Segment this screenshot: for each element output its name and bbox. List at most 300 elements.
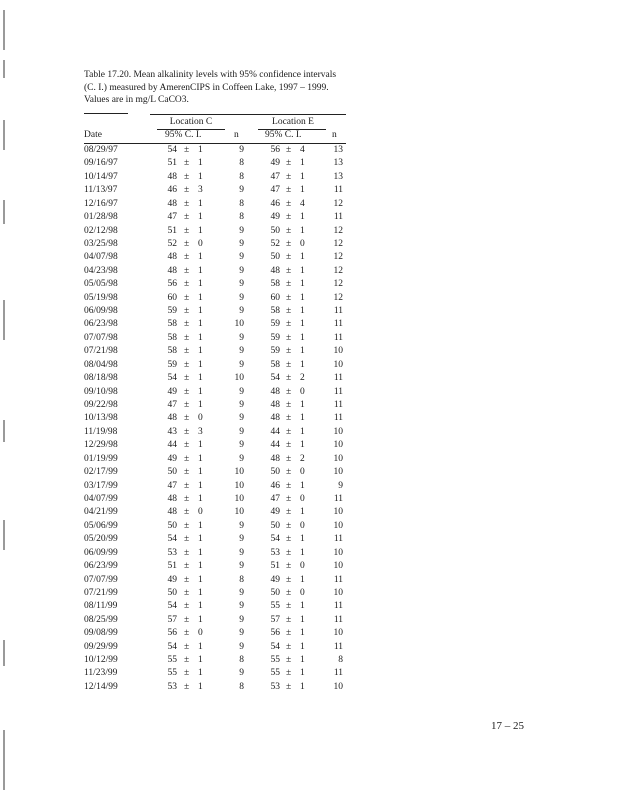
location-c-mean-cell: 43 [167, 426, 177, 437]
location-c-mean-cell: 49 [167, 453, 177, 464]
location-e-mean-cell: 48 [270, 265, 280, 276]
location-c-mean-cell: 56 [167, 279, 177, 290]
location-e-plusminus: ± [286, 145, 292, 155]
location-e-n-cell: 12 [333, 252, 343, 263]
location-c-ci-cell: 1 [198, 668, 203, 679]
date-cell: 04/21/99 [84, 507, 118, 518]
location-e-plusminus: ± [286, 655, 292, 666]
location-e-mean-cell: 44 [270, 426, 280, 437]
location-c-n-cell: 8 [239, 574, 244, 585]
location-c-ci-cell: 1 [198, 440, 203, 451]
location-c-plusminus: ± [184, 655, 190, 666]
location-c-ci-cell: 3 [198, 185, 203, 196]
date-cell: 05/05/98 [84, 279, 118, 290]
date-cell: 08/11/99 [84, 601, 118, 612]
location-e-mean-cell: 59 [270, 346, 280, 357]
location-c-plusminus: ± [184, 252, 190, 263]
location-c-plusminus: ± [184, 373, 190, 384]
location-c-plusminus: ± [184, 668, 190, 679]
table-row [0, 265, 618, 278]
location-e-ci-cell: 0 [300, 561, 305, 572]
location-c-mean-cell: 58 [167, 346, 177, 357]
table-row [0, 359, 618, 372]
location-e-n-cell: 13 [333, 145, 343, 155]
location-c-n-cell: 10 [234, 480, 244, 491]
location-c-n-cell: 9 [239, 306, 244, 317]
location-e-n-cell: 12 [333, 225, 343, 236]
location-e-ci-cell: 0 [300, 520, 305, 531]
location-e-ci-cell: 1 [300, 507, 305, 518]
location-e-ci-cell: 1 [300, 614, 305, 625]
location-e-plusminus: ± [286, 238, 292, 249]
location-e-mean-cell: 60 [270, 292, 280, 303]
location-c-ci-cell: 1 [198, 386, 203, 397]
location-c-mean-cell: 60 [167, 292, 177, 303]
location-c-ci-cell: 3 [198, 426, 203, 437]
location-c-plusminus: ± [184, 400, 190, 411]
location-e-n-cell: 11 [333, 601, 343, 612]
location-e-mean-cell: 50 [270, 467, 280, 478]
table-row [0, 614, 618, 627]
location-c-ci-cell: 1 [198, 520, 203, 531]
location-e-plusminus: ± [286, 614, 292, 625]
location-e-ci-cell: 1 [300, 413, 305, 424]
location-e-mean-cell: 48 [270, 386, 280, 397]
date-cell: 12/16/97 [84, 198, 118, 209]
table-row [0, 372, 618, 385]
location-c-n-cell: 10 [234, 319, 244, 330]
location-c-mean-cell: 52 [167, 238, 177, 249]
table-top-rule [150, 114, 346, 115]
location-e-n-cell: 9 [338, 480, 343, 491]
location-c-ci-cell: 1 [198, 373, 203, 384]
location-e-mean-cell: 55 [270, 655, 280, 666]
date-cell: 08/04/98 [84, 359, 118, 370]
location-e-mean-cell: 49 [270, 507, 280, 518]
table-row [0, 547, 618, 560]
location-e-mean-cell: 50 [270, 252, 280, 263]
location-c-mean-cell: 50 [167, 467, 177, 478]
location-e-ci-cell: 1 [300, 668, 305, 679]
location-e-plusminus: ± [286, 386, 292, 397]
location-e-mean-cell: 49 [270, 212, 280, 223]
location-e-ci-cell: 1 [300, 574, 305, 585]
location-c-plusminus: ± [184, 386, 190, 397]
location-c-n-cell: 9 [239, 359, 244, 370]
location-e-mean-cell: 57 [270, 614, 280, 625]
location-e-n-cell: 13 [333, 171, 343, 182]
location-e-ci-cell: 0 [300, 238, 305, 249]
location-c-mean-cell: 51 [167, 158, 177, 169]
location-c-n-cell: 9 [239, 346, 244, 357]
location-e-mean-cell: 51 [270, 561, 280, 572]
table-row [0, 641, 618, 654]
location-e-ci-cell: 1 [300, 681, 305, 692]
location-e-n-cell: 10 [333, 440, 343, 451]
location-c-mean-cell: 59 [167, 306, 177, 317]
location-c-mean-cell: 50 [167, 587, 177, 598]
location-c-mean-cell: 53 [167, 681, 177, 692]
location-c-ci-cell: 1 [198, 561, 203, 572]
location-c-mean-cell: 56 [167, 628, 177, 639]
location-e-plusminus: ± [286, 171, 292, 182]
location-e-ci-cell: 1 [300, 655, 305, 666]
location-e-ci-cell: 0 [300, 587, 305, 598]
location-e-n-cell: 12 [333, 292, 343, 303]
location-e-n-cell: 8 [338, 655, 343, 666]
location-c-mean-cell: 54 [167, 641, 177, 652]
location-c-plusminus: ± [184, 467, 190, 478]
location-e-mean-cell: 54 [270, 641, 280, 652]
location-e-plusminus: ± [286, 265, 292, 276]
location-e-ci-cell: 0 [300, 386, 305, 397]
location-c-n-cell: 9 [239, 292, 244, 303]
location-c-mean-cell: 48 [167, 171, 177, 182]
location-c-n-cell: 9 [239, 641, 244, 652]
location-e-plusminus: ± [286, 292, 292, 303]
location-e-ci-cell: 1 [300, 279, 305, 290]
table-row [0, 292, 618, 305]
column-header-n-c: n [234, 130, 239, 140]
location-e-mean-cell: 49 [270, 574, 280, 585]
location-e-plusminus: ± [286, 628, 292, 639]
location-e-plusminus: ± [286, 681, 292, 692]
location-e-n-cell: 10 [333, 547, 343, 558]
location-c-ci-cell: 1 [198, 614, 203, 625]
location-c-n-cell: 9 [239, 386, 244, 397]
date-cell: 05/06/99 [84, 520, 118, 531]
location-e-mean-cell: 48 [270, 453, 280, 464]
location-e-n-cell: 12 [333, 198, 343, 209]
location-c-ci-cell: 1 [198, 534, 203, 545]
location-e-mean-cell: 44 [270, 440, 280, 451]
location-e-mean-cell: 54 [270, 373, 280, 384]
location-e-ci-cell: 1 [300, 265, 305, 276]
date-cell: 02/17/99 [84, 467, 118, 478]
location-c-plusminus: ± [184, 440, 190, 451]
table-row [0, 171, 618, 184]
location-e-mean-cell: 58 [270, 279, 280, 290]
location-c-ci-cell: 0 [198, 238, 203, 249]
location-e-n-cell: 10 [333, 453, 343, 464]
location-e-ci-cell: 4 [300, 145, 305, 155]
location-c-plusminus: ± [184, 574, 190, 585]
location-e-n-cell: 11 [333, 574, 343, 585]
location-c-n-cell: 9 [239, 400, 244, 411]
location-e-ci-cell: 2 [300, 453, 305, 464]
location-c-mean-cell: 48 [167, 493, 177, 504]
location-e-n-cell: 13 [333, 158, 343, 169]
location-c-n-cell: 9 [239, 520, 244, 531]
table-row [0, 506, 618, 519]
location-e-ci-cell: 1 [300, 426, 305, 437]
location-c-n-cell: 10 [234, 507, 244, 518]
location-c-ci-cell: 1 [198, 171, 203, 182]
location-c-ci-cell: 1 [198, 292, 203, 303]
location-c-n-cell: 9 [239, 413, 244, 424]
location-e-n-cell: 10 [333, 426, 343, 437]
location-c-n-cell: 8 [239, 655, 244, 666]
location-c-plusminus: ± [184, 534, 190, 545]
location-e-ci-cell: 1 [300, 359, 305, 370]
location-e-plusminus: ± [286, 373, 292, 384]
location-c-n-cell: 10 [234, 373, 244, 384]
location-c-plusminus: ± [184, 587, 190, 598]
location-e-mean-cell: 46 [270, 480, 280, 491]
location-e-n-cell: 11 [333, 386, 343, 397]
location-e-plusminus: ± [286, 641, 292, 652]
date-cell: 10/14/97 [84, 171, 118, 182]
location-c-header: Location C [169, 117, 213, 127]
location-e-plusminus: ± [286, 520, 292, 531]
location-c-ci-cell: 1 [198, 655, 203, 666]
date-cell: 11/19/98 [84, 426, 118, 437]
location-c-n-cell: 9 [239, 265, 244, 276]
location-e-ci-cell: 1 [300, 440, 305, 451]
date-cell: 04/07/98 [84, 252, 118, 263]
location-c-mean-cell: 49 [167, 386, 177, 397]
location-c-plusminus: ± [184, 225, 190, 236]
location-c-ci-cell: 1 [198, 359, 203, 370]
date-cell: 04/07/99 [84, 493, 118, 504]
location-e-ci-cell: 1 [300, 480, 305, 491]
table-row [0, 453, 618, 466]
location-e-ci-cell: 0 [300, 467, 305, 478]
location-e-mean-cell: 46 [270, 198, 280, 209]
location-e-ci-cell: 1 [300, 306, 305, 317]
location-e-ci-cell: 1 [300, 252, 305, 263]
location-c-mean-cell: 54 [167, 145, 177, 155]
location-c-plusminus: ± [184, 346, 190, 357]
location-c-mean-cell: 58 [167, 332, 177, 343]
location-c-n-cell: 9 [239, 547, 244, 558]
location-c-ci-cell: 1 [198, 601, 203, 612]
location-e-n-cell: 10 [333, 520, 343, 531]
location-c-n-cell: 10 [234, 493, 244, 504]
location-c-ci-cell: 1 [198, 587, 203, 598]
date-cell: 10/12/99 [84, 655, 118, 666]
location-e-plusminus: ± [286, 185, 292, 196]
location-e-plusminus: ± [286, 534, 292, 545]
location-e-mean-cell: 55 [270, 601, 280, 612]
location-c-plusminus: ± [184, 319, 190, 330]
table-row [0, 332, 618, 345]
location-e-n-cell: 10 [333, 561, 343, 572]
location-c-n-cell: 9 [239, 668, 244, 679]
location-c-ci-cell: 1 [198, 641, 203, 652]
location-e-mean-cell: 53 [270, 681, 280, 692]
location-c-n-cell: 9 [239, 252, 244, 263]
location-e-mean-cell: 59 [270, 319, 280, 330]
location-c-ci-cell: 0 [198, 413, 203, 424]
location-c-ci-cell: 1 [198, 547, 203, 558]
location-c-mean-cell: 49 [167, 574, 177, 585]
location-e-ci-cell: 1 [300, 346, 305, 357]
location-c-n-cell: 9 [239, 238, 244, 249]
date-cell: 12/14/99 [84, 681, 118, 692]
location-e-plusminus: ± [286, 225, 292, 236]
location-c-plusminus: ± [184, 493, 190, 504]
location-e-plusminus: ± [286, 346, 292, 357]
location-e-n-cell: 11 [333, 306, 343, 317]
location-c-ci-cell: 1 [198, 279, 203, 290]
location-c-n-cell: 8 [239, 171, 244, 182]
table-row [0, 157, 618, 170]
location-c-ci-cell: 1 [198, 346, 203, 357]
location-e-mean-cell: 48 [270, 400, 280, 411]
table-row [0, 466, 618, 479]
location-c-plusminus: ± [184, 306, 190, 317]
table-row [0, 480, 618, 493]
location-c-mean-cell: 54 [167, 601, 177, 612]
location-c-plusminus: ± [184, 561, 190, 572]
location-e-mean-cell: 52 [270, 238, 280, 249]
location-c-n-cell: 8 [239, 158, 244, 169]
table-row [0, 681, 618, 694]
location-c-mean-cell: 47 [167, 212, 177, 223]
location-e-ci-cell: 2 [300, 373, 305, 384]
location-c-n-cell: 9 [239, 279, 244, 290]
location-c-mean-cell: 55 [167, 655, 177, 666]
location-c-n-cell: 9 [239, 145, 244, 155]
location-c-n-cell: 9 [239, 225, 244, 236]
location-e-mean-cell: 48 [270, 413, 280, 424]
table-row [0, 144, 618, 157]
location-c-plusminus: ± [184, 198, 190, 209]
location-e-mean-cell: 50 [270, 520, 280, 531]
location-c-ci-cell: 1 [198, 145, 203, 155]
table-row [0, 600, 618, 613]
location-e-plusminus: ± [286, 413, 292, 424]
location-c-plusminus: ± [184, 171, 190, 182]
location-e-n-cell: 10 [333, 628, 343, 639]
location-c-mean-cell: 47 [167, 480, 177, 491]
table-row [0, 184, 618, 197]
location-e-n-cell: 11 [333, 493, 343, 504]
location-e-ci-cell: 1 [300, 400, 305, 411]
location-e-ci-cell: 1 [300, 212, 305, 223]
table-row [0, 560, 618, 573]
date-cell: 07/07/99 [84, 574, 118, 585]
date-cell: 07/21/99 [84, 587, 118, 598]
location-e-mean-cell: 50 [270, 225, 280, 236]
location-e-plusminus: ± [286, 158, 292, 169]
location-c-n-cell: 9 [239, 332, 244, 343]
table-row [0, 386, 618, 399]
location-e-ci-cell: 1 [300, 319, 305, 330]
table-row [0, 251, 618, 264]
table-row [0, 439, 618, 452]
location-c-plusminus: ± [184, 145, 190, 155]
location-e-n-cell: 11 [333, 614, 343, 625]
column-header-ci-e: 95% C. I. [265, 130, 302, 140]
location-c-plusminus: ± [184, 547, 190, 558]
location-c-mean-cell: 47 [167, 400, 177, 411]
location-c-plusminus: ± [184, 359, 190, 370]
location-e-n-cell: 12 [333, 279, 343, 290]
location-e-plusminus: ± [286, 198, 292, 209]
location-c-ci-cell: 1 [198, 319, 203, 330]
location-c-ci-cell: 1 [198, 252, 203, 263]
location-c-mean-cell: 48 [167, 252, 177, 263]
location-e-header: Location E [272, 117, 314, 127]
location-e-plusminus: ± [286, 252, 292, 263]
location-c-ci-cell: 1 [198, 480, 203, 491]
location-c-ci-cell: 1 [198, 225, 203, 236]
column-header-n-e: n [332, 130, 337, 140]
location-e-mean-cell: 50 [270, 587, 280, 598]
table-row [0, 574, 618, 587]
location-e-plusminus: ± [286, 332, 292, 343]
location-c-plusminus: ± [184, 507, 190, 518]
location-c-n-cell: 9 [239, 614, 244, 625]
date-cell: 03/25/98 [84, 238, 118, 249]
date-cell: 08/25/99 [84, 614, 118, 625]
table-caption: Table 17.20. Mean alkalinity levels with 95% confidence intervals (C. I.) measured by AmerenCIPS in Coffeen Lake, 1997 – 1999. Values are in mg/L CaCO3. [84, 70, 337, 105]
location-c-mean-cell: 57 [167, 614, 177, 625]
location-c-mean-cell: 48 [167, 507, 177, 518]
location-e-plusminus: ± [286, 480, 292, 491]
location-e-plusminus: ± [286, 426, 292, 437]
location-e-mean-cell: 54 [270, 534, 280, 545]
table-row [0, 412, 618, 425]
location-e-n-cell: 11 [333, 668, 343, 679]
location-e-mean-cell: 56 [270, 628, 280, 639]
date-cell: 06/23/98 [84, 319, 118, 330]
location-c-mean-cell: 54 [167, 373, 177, 384]
location-c-plusminus: ± [184, 238, 190, 249]
location-c-plusminus: ± [184, 520, 190, 531]
date-cell: 09/22/98 [84, 400, 118, 411]
location-c-mean-cell: 53 [167, 547, 177, 558]
location-e-plusminus: ± [286, 587, 292, 598]
table-row [0, 520, 618, 533]
location-c-mean-cell: 48 [167, 265, 177, 276]
caption-rule [84, 113, 128, 114]
date-cell: 08/18/98 [84, 373, 118, 384]
date-cell: 09/16/97 [84, 158, 118, 169]
location-c-mean-cell: 51 [167, 561, 177, 572]
location-c-mean-cell: 46 [167, 185, 177, 196]
location-c-n-cell: 9 [239, 561, 244, 572]
date-cell: 09/10/98 [84, 386, 118, 397]
date-cell: 11/13/97 [84, 185, 118, 196]
page-number: 17 – 25 [491, 720, 524, 732]
table-row [0, 278, 618, 291]
location-c-mean-cell: 54 [167, 534, 177, 545]
table-row [0, 345, 618, 358]
location-c-ci-cell: 1 [198, 212, 203, 223]
location-e-plusminus: ± [286, 561, 292, 572]
location-e-ci-cell: 1 [300, 641, 305, 652]
date-cell: 03/17/99 [84, 480, 118, 491]
location-e-plusminus: ± [286, 601, 292, 612]
location-e-n-cell: 10 [333, 681, 343, 692]
location-c-ci-cell: 0 [198, 507, 203, 518]
location-c-ci-cell: 1 [198, 306, 203, 317]
location-c-mean-cell: 55 [167, 668, 177, 679]
location-e-plusminus: ± [286, 547, 292, 558]
location-e-plusminus: ± [286, 574, 292, 585]
location-c-mean-cell: 48 [167, 413, 177, 424]
date-cell: 09/08/99 [84, 628, 118, 639]
location-e-n-cell: 11 [333, 212, 343, 223]
location-e-n-cell: 11 [333, 413, 343, 424]
location-e-ci-cell: 1 [300, 158, 305, 169]
location-e-n-cell: 11 [333, 332, 343, 343]
location-e-mean-cell: 47 [270, 493, 280, 504]
location-e-mean-cell: 59 [270, 332, 280, 343]
